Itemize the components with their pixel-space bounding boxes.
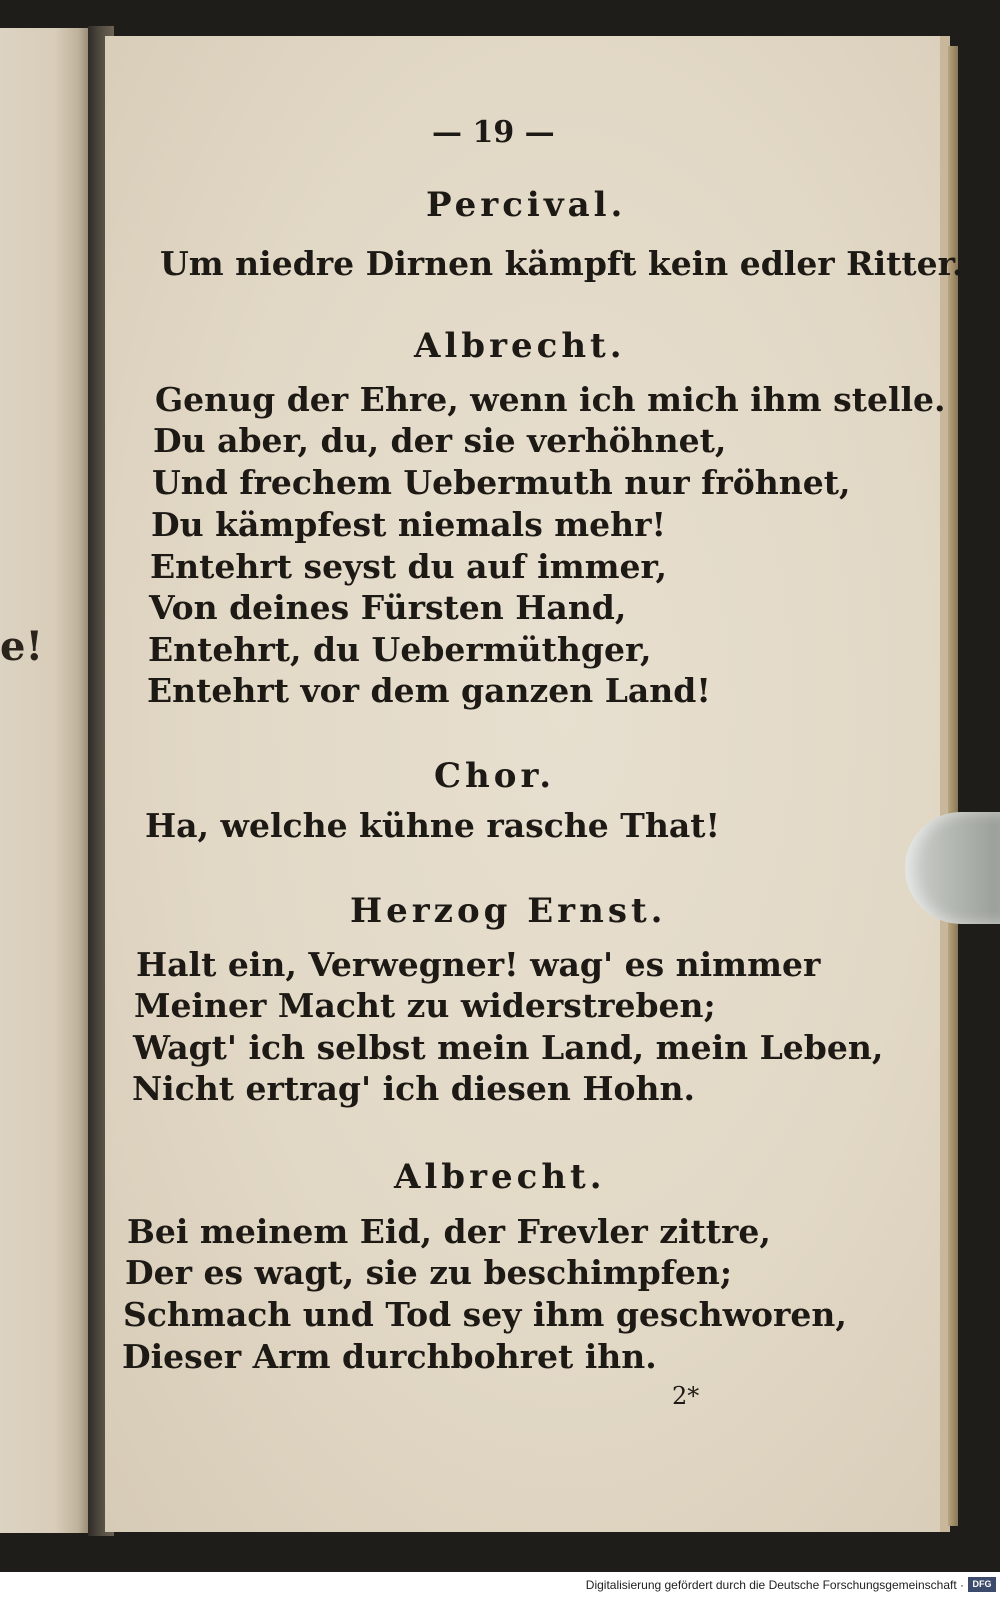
speaker-chor: Chor. — [434, 756, 556, 796]
verse-line: Von deines Fürsten Hand, — [149, 588, 627, 627]
verse-line: Entehrt seyst du auf immer, — [150, 547, 668, 586]
left-page-fragment: e! — [0, 623, 44, 670]
verse-line: Halt ein, Verwegner! wag' es nimmer — [136, 945, 821, 984]
speaker-herzog-ernst: Herzog Ernst. — [350, 891, 667, 931]
speaker-albrecht: Albrecht. — [414, 326, 626, 366]
verse-line: Dieser Arm durchbohret ihn. — [122, 1337, 657, 1376]
verse-line: Genug der Ehre, wenn ich mich ihm stelle. — [155, 380, 946, 419]
verse-line: Bei meinem Eid, der Frevler zittre, — [127, 1212, 771, 1251]
footer-credit: Digitalisierung gefördert durch die Deutsche Forschungsgemeinschaft · — [585, 1578, 964, 1592]
page-number: — 19 — — [432, 115, 555, 150]
verse-line: Um niedre Dirnen kämpft kein edler Ritter. — [160, 244, 964, 283]
verse-line: Nicht ertrag' ich diesen Hohn. — [132, 1069, 696, 1108]
signature-mark: 2* — [672, 1382, 700, 1410]
verse-line: Schmach und Tod sey ihm geschworen, — [123, 1295, 847, 1334]
dfg-logo: DFG — [968, 1577, 996, 1592]
verse-line: Wagt' ich selbst mein Land, mein Leben, — [133, 1028, 884, 1067]
speaker-percival: Percival. — [426, 185, 627, 225]
speaker-albrecht: Albrecht. — [394, 1157, 606, 1197]
left-page — [0, 28, 92, 1533]
verse-line: Du aber, du, der sie verhöhnet, — [153, 421, 727, 460]
verse-line: Entehrt, du Uebermüthger, — [148, 630, 652, 669]
verse-line: Ha, welche kühne rasche That! — [145, 806, 720, 845]
verse-line: Du kämpfest niemals mehr! — [151, 505, 667, 544]
verse-line: Und frechem Uebermuth nur fröhnet, — [152, 463, 851, 502]
verse-line: Meiner Macht zu widerstreben; — [134, 986, 716, 1025]
verse-line: Der es wagt, sie zu beschimpfen; — [125, 1253, 733, 1292]
footer-bar — [0, 1572, 1000, 1597]
verse-line: Entehrt vor dem ganzen Land! — [147, 671, 711, 710]
